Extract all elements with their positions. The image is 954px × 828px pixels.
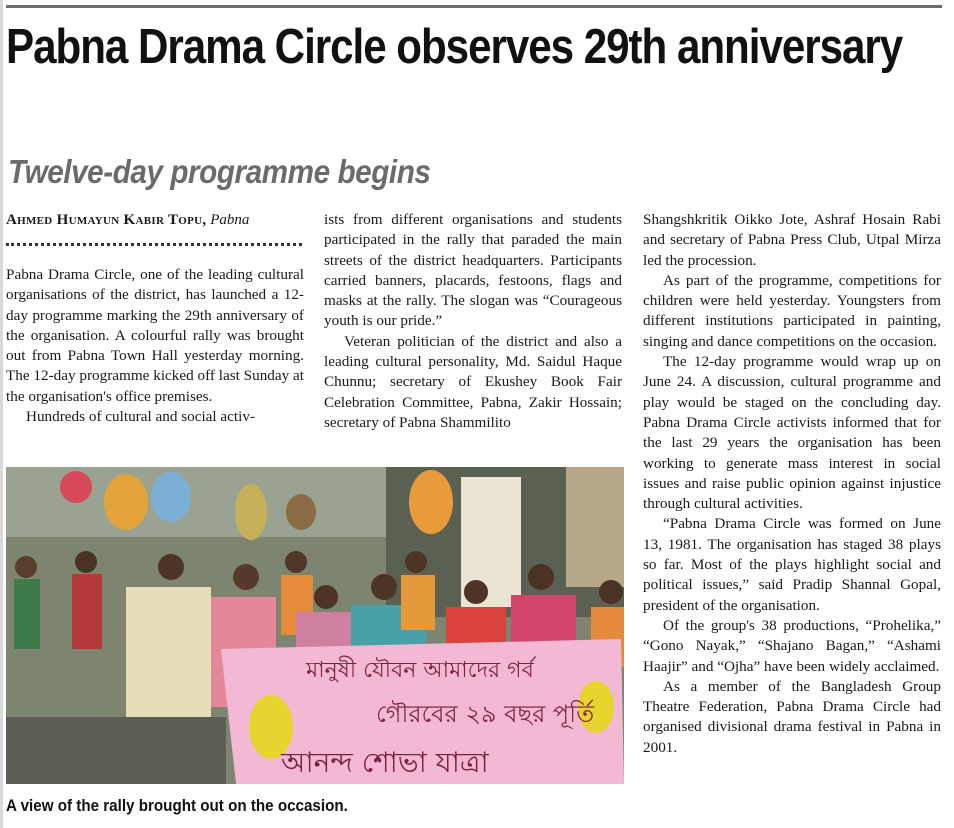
paragraph: ists from different organisations and students participated in the rally that paraded the main streets of the district headquarters. Participants carried banners, placards, festoons, flags and masks at the rally. The slogan was “Courageous youth is our pride.” xyxy=(324,211,622,330)
rally-banner xyxy=(221,639,624,784)
column-1 xyxy=(6,265,304,427)
subheadline: Twelve-day programme begins xyxy=(8,153,431,190)
column-2 xyxy=(324,210,622,433)
banner-text-3: আনন্দ শোভা যাত্রা xyxy=(281,746,489,779)
photo-caption: A view of the rally brought out on the occasion. xyxy=(6,797,348,815)
rally-photo xyxy=(6,467,624,784)
paragraph: As a member of the Bangladesh Group Theatre Federation, Pabna Drama Circle had organised divisional drama festival in Pabna in 2001. xyxy=(643,677,941,756)
byline-divider xyxy=(6,243,302,246)
paragraph: As part of the programme, competitions for children were held yesterday. Youngsters from different institutions participated in painting, singing and dance competitions on the occasion. xyxy=(643,271,941,350)
paragraph: Pabna Drama Circle, one of the leading cultural organisations of the district, has launched a 12-day programme marking the 29th anniversary of the organisation. A colourful rally was brought out from Pabna Town Hall yesterday morning. The 12-day programme kicked off last Sunday at the organisation's office premises. xyxy=(6,266,304,405)
paragraph: Shangshkritik Oikko Jote, Ashraf Hosain Rabi and secretary of Pabna Press Club, Utpal Mirza led the procession. xyxy=(643,211,941,269)
page-edge xyxy=(0,0,3,828)
byline xyxy=(6,210,306,230)
top-rule xyxy=(6,5,942,8)
headline: Pabna Drama Circle observes 29th anniversary xyxy=(6,20,903,74)
banner-text-2: গৌরবের ২৯ বছর পূর্তি xyxy=(376,700,595,728)
banner-text-1: মানুষী যৌবন আমাদের গর্ব xyxy=(306,658,534,683)
column-3 xyxy=(643,210,941,758)
byline-author: Ahmed Humayun Kabir Topu, xyxy=(6,212,207,228)
paragraph: Of the group's 38 productions, “Prohelika,” “Gono Nayak,” “Shajano Bagan,” “Ashami Haajir” and “Ojha” have been widely acclaimed. xyxy=(643,616,941,675)
paragraph: “Pabna Drama Circle was formed on June 13, 1981. The organisation has staged 38 plays so far. Most of the plays highlight social and political issues,” said Pradip Shannal Gopal, president of the organisation. xyxy=(643,515,941,614)
paragraph: Veteran politician of the district and also a leading cultural personality, Md. Saidul Haque Chunnu; secretary of Ekushey Book Fair Celebration Committee, Pabna, Zakir Hossain; secretary of Pabna Shammilito xyxy=(324,332,622,431)
paragraph: The 12-day programme would wrap up on June 24. A discussion, cultural programme and play would be staged on the concluding day. Pabna Drama Circle activists informed that for the last 29 years the organisation has been working to generate mass interest in social issues and raise public opinion against injustice through cultural activities. xyxy=(643,353,941,513)
byline-place: Pabna xyxy=(210,212,250,228)
paragraph: Hundreds of cultural and social activ- xyxy=(26,408,255,426)
